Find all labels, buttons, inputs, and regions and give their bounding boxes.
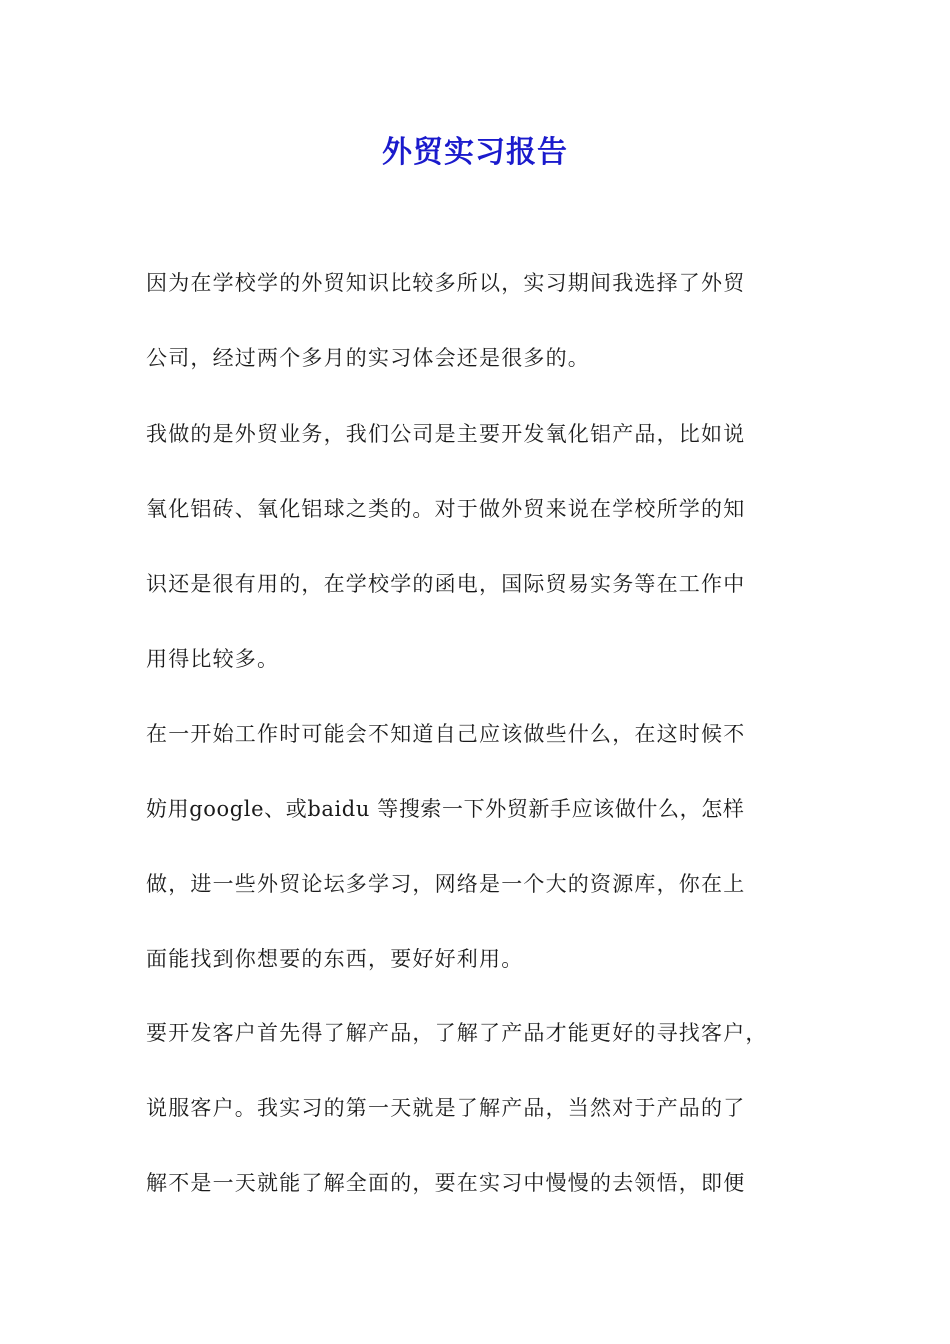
text-line: 做，进一些外贸论坛多学习，网络是一个大的资源库，你在上 xyxy=(146,872,746,896)
text-line: 公司，经过两个多月的实习体会还是很多的。 xyxy=(146,346,590,370)
text-line: 用得比较多。 xyxy=(146,647,280,671)
text-line: 面能找到你想要的东西，要好好利用。 xyxy=(146,947,524,971)
text-line: 解不是一天就能了解全面的，要在实习中慢慢的去领悟，即便 xyxy=(146,1171,746,1195)
text-line: 妨用google、或baidu 等搜索一下外贸新手应该做什么，怎样 xyxy=(146,797,745,821)
text-line: 氧化铝砖、氧化铝球之类的。对于做外贸来说在学校所学的知 xyxy=(146,497,746,521)
text-line: 说服客户。我实习的第一天就是了解产品，当然对于产品的了 xyxy=(146,1096,746,1120)
text-line: 识还是很有用的，在学校学的函电，国际贸易实务等在工作中 xyxy=(146,572,746,596)
document-title: 外贸实习报告 xyxy=(382,135,568,170)
text-line: 要开发客户首先得了解产品，了解了产品才能更好的寻找客户， xyxy=(146,1021,768,1045)
text-line: 在一开始工作时可能会不知道自己应该做些什么，在这时候不 xyxy=(146,722,746,746)
text-line: 我做的是外贸业务，我们公司是主要开发氧化铝产品，比如说 xyxy=(146,422,746,446)
text-line: 因为在学校学的外贸知识比较多所以，实习期间我选择了外贸 xyxy=(146,271,746,295)
